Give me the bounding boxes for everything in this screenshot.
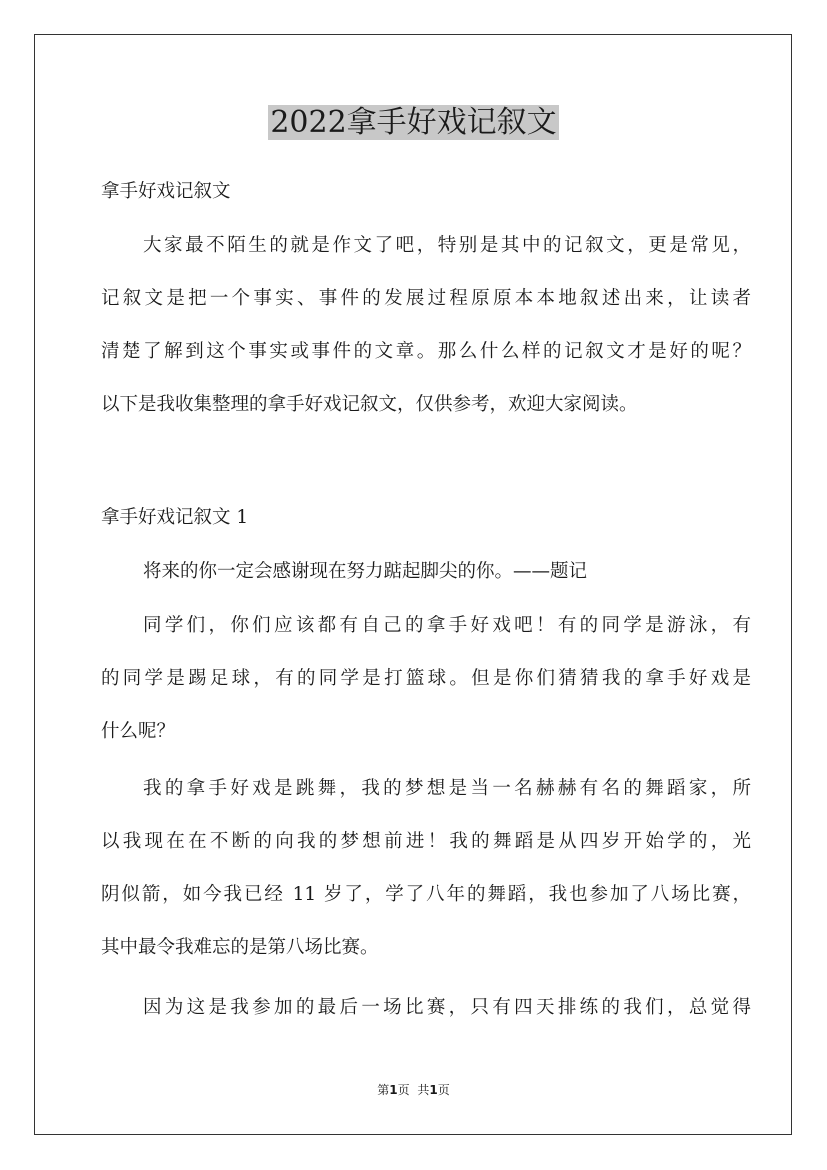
section-heading-text: 拿手好戏记叙文 1	[101, 507, 249, 528]
paragraph-line: 同学们，你们应该都有自己的拿手好戏吧！有的同学是游泳，有	[143, 615, 751, 636]
footer-prefix: 第	[377, 1083, 390, 1097]
paragraph-line: 什么呢？	[101, 721, 176, 742]
intro-line: 大家最不陌生的就是作文了吧，特别是其中的记叙文，更是常见，	[143, 235, 751, 256]
page-footer	[0, 1082, 827, 1098]
paragraph-line: 其中最令我难忘的是第八场比赛。	[101, 937, 379, 958]
paragraph-line: 的同学是踢足球，有的同学是打篮球。但是你们猜猜我的拿手好戏是	[101, 668, 751, 689]
epigraph-text: 将来的你一定会感谢现在努力踮起脚尖的你。——题记	[143, 561, 588, 582]
document-title	[0, 103, 827, 143]
paragraph-line: 因为这是我参加的最后一场比赛，只有四天排练的我们，总觉得	[143, 997, 751, 1018]
paragraph-line: 以我现在在不断的向我的梦想前进！我的舞蹈是从四岁开始学的，光	[101, 831, 751, 852]
paragraph-1	[101, 599, 751, 758]
paragraph-line: 阴似箭，如今我已经 11 岁了，学了八年的舞蹈，我也参加了八场比赛，	[101, 884, 751, 905]
document-title-text: 2022拿手好戏记叙文	[270, 105, 557, 140]
page-number: 1	[389, 1083, 398, 1097]
paragraph-line: 我的拿手好戏是跳舞，我的梦想是当一名赫赫有名的舞蹈家，所	[143, 778, 751, 799]
section-heading	[101, 491, 751, 544]
document-subtitle	[101, 165, 751, 218]
footer-total-prefix: 共	[417, 1083, 430, 1097]
intro-line: 清楚了解到这个事实或事件的文章。那么什么样的记叙文才是好的呢？	[101, 341, 751, 362]
intro-line: 以下是我收集整理的拿手好戏记叙文，仅供参考，欢迎大家阅读。	[101, 394, 638, 415]
page-total: 1	[429, 1083, 438, 1097]
intro-line: 记叙文是把一个事实、事件的发展过程原原本本地叙述出来，让读者	[101, 288, 751, 309]
paragraph-2	[101, 762, 751, 974]
footer-total-word: 页	[437, 1083, 450, 1097]
epigraph	[101, 545, 751, 598]
footer-page-word: 页	[397, 1083, 410, 1097]
paragraph-3	[101, 981, 751, 1034]
intro-paragraph	[101, 219, 751, 431]
subtitle-text: 拿手好戏记叙文	[101, 181, 231, 202]
